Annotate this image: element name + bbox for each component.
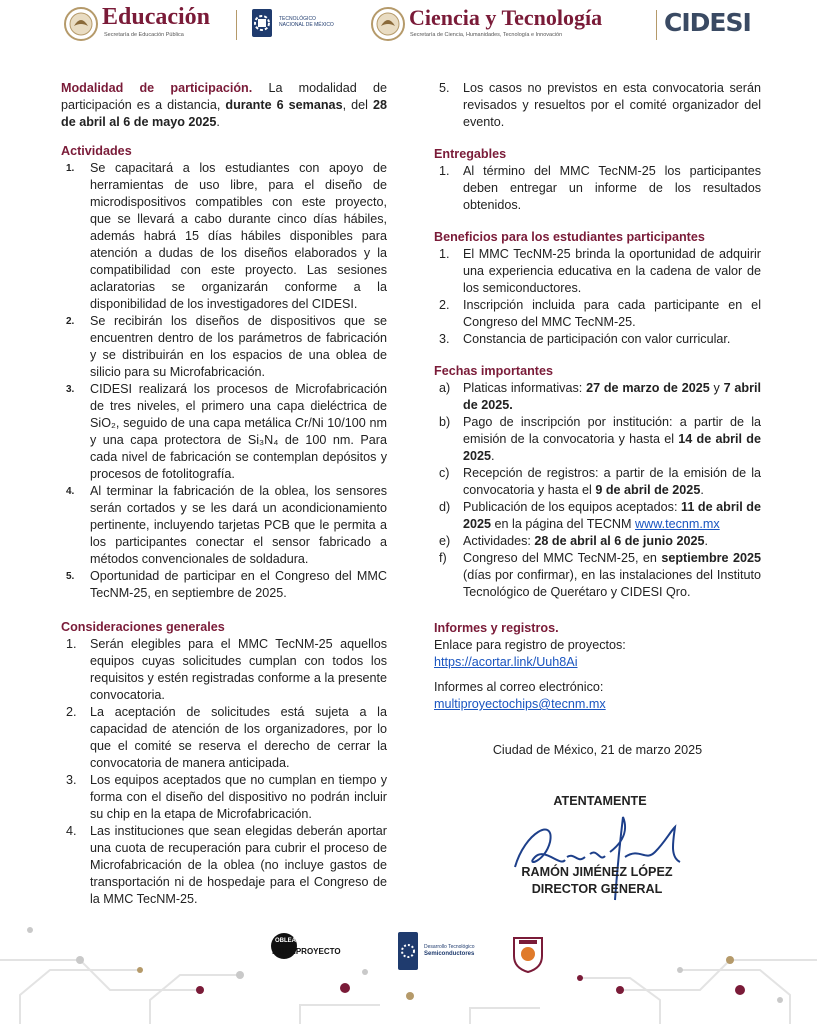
list-item bbox=[434, 499, 761, 533]
list-letter: d) bbox=[439, 500, 451, 514]
eagle-seal-icon bbox=[64, 6, 98, 42]
date-text: 27 de marzo de 2025 bbox=[586, 381, 710, 395]
list-number: 1. bbox=[439, 247, 450, 261]
sep-title: Educación bbox=[102, 4, 211, 30]
list-item bbox=[434, 246, 761, 297]
atentamente: ATENTAMENTE bbox=[553, 794, 647, 808]
list-number: 4. bbox=[66, 486, 75, 497]
semiconductores-text bbox=[424, 944, 475, 958]
date-text: 14 de abril de 2025 bbox=[463, 432, 761, 463]
modalidad-duration: durante 6 semanas bbox=[225, 98, 343, 112]
list-letter: c) bbox=[439, 466, 450, 480]
list-item bbox=[434, 163, 761, 214]
list-number: 1. bbox=[66, 637, 77, 651]
list-text: Publicación de los equipos aceptados: bbox=[463, 500, 682, 514]
institute-shield-icon bbox=[511, 934, 545, 974]
oblea-bottom-text: MULTIPROYECTO bbox=[272, 947, 341, 956]
list-number: 2. bbox=[439, 298, 450, 312]
list-number: 1. bbox=[439, 164, 450, 178]
date-text: 11 de abril de 2025 bbox=[463, 500, 761, 531]
fechas-heading: Fechas importantes bbox=[434, 364, 553, 378]
modalidad-text: La modalidad de participación es a distancia, bbox=[61, 81, 388, 112]
list-item bbox=[61, 636, 387, 704]
enlace-label: Enlace para registro de proyectos: bbox=[434, 638, 626, 652]
tecnm-line1: TECNOLÓGICO bbox=[279, 16, 316, 22]
right-column bbox=[434, 80, 761, 759]
modalidad-dates: 28 de abril al 6 de mayo 2025 bbox=[61, 98, 387, 129]
list-item bbox=[434, 80, 761, 131]
beneficios-heading: Beneficios para los estudiantes participantes bbox=[434, 230, 705, 244]
semic-line1: Desarrollo Tecnológico bbox=[424, 944, 475, 950]
semiconductores-logo-icon bbox=[396, 930, 420, 972]
list-text: . bbox=[491, 449, 495, 463]
modalidad-text: . bbox=[216, 115, 220, 129]
tecnm-text bbox=[279, 16, 334, 28]
list-number: 4. bbox=[66, 824, 77, 838]
oblea-logo bbox=[270, 932, 356, 960]
list-text: Platicas informativas: bbox=[463, 381, 587, 395]
list-number: 2. bbox=[66, 316, 75, 327]
list-text: Los equipos aceptados que no cumplan en tiempo y forma con el diseño del dispositivo no podrán incluir su chip en la etapa de Microfabricación. bbox=[90, 773, 387, 821]
list-item bbox=[434, 414, 761, 465]
list-item bbox=[434, 380, 761, 414]
cidesi-logo: CIDESI bbox=[664, 8, 751, 37]
date-text: 7 abril de 2025. bbox=[463, 381, 761, 412]
tecnm-logo-icon bbox=[249, 6, 275, 40]
modalidad-paragraph bbox=[61, 80, 387, 131]
list-item bbox=[61, 772, 387, 823]
list-text: Pago de inscripción por institución: a partir de la emisión de la convocatoria y hasta el bbox=[463, 415, 761, 446]
list-item bbox=[434, 297, 761, 331]
list-text: CIDESI realizará los procesos de Microfabricación de tres niveles, el primero una capa dieléctrica de SiO₂, seguido de una capa metálica Cr/Ni 10/100 nm y una capa protectora de Si₃N₄ de 100 nm. Para cada nivel de fabricación se contemplan depósitos y procesos de fotolitografía. bbox=[90, 382, 387, 481]
list-text: La aceptación de solicitudes está sujeta a la capacidad de atención de los organizadores, por lo que el comité se reserva el derecho de cerrar la convocatoria de manera anticipada. bbox=[90, 705, 387, 770]
oblea-top-text: OBLEA bbox=[275, 938, 296, 944]
consideraciones-list bbox=[61, 636, 387, 908]
date-text: 28 de abril al 6 de junio 2025 bbox=[534, 534, 705, 548]
actividades-heading: Actividades bbox=[61, 144, 132, 158]
signer-name: RAMÓN JIMÉNEZ LÓPEZ bbox=[521, 865, 673, 879]
list-text: Oportunidad de participar en el Congreso del MMC TecNM-25, en septiembre de 2025. bbox=[90, 569, 387, 600]
list-text: y bbox=[709, 381, 724, 395]
signer-title: DIRECTOR GENERAL bbox=[531, 882, 663, 896]
list-text: . bbox=[700, 483, 704, 497]
registro-link[interactable]: https://acortar.link/Uuh8Ai bbox=[434, 655, 578, 669]
left-column bbox=[61, 80, 387, 908]
informes-heading: Informes y registros. bbox=[434, 621, 559, 635]
list-number: 5. bbox=[66, 571, 75, 582]
list-text: en la página del TECNM bbox=[491, 517, 636, 531]
list-item bbox=[61, 313, 387, 381]
list-number: 3. bbox=[66, 384, 75, 395]
consideraciones-continued bbox=[434, 80, 761, 131]
email-link[interactable]: multiproyectochips@tecnm.mx bbox=[434, 697, 606, 711]
sep-subtitle: Secretaría de Educación Pública bbox=[104, 32, 184, 38]
list-item bbox=[434, 533, 761, 550]
eagle-seal-icon bbox=[371, 6, 405, 42]
beneficios-list bbox=[434, 246, 761, 348]
list-text: Al terminar la fabricación de la oblea, los sensores serán cortados y se les dará un acondicionamiento pertinente, incluyendo tarjetas PCB que le permita a los participantes conectar el sensor fabricado a métodos convencionales de soldadura. bbox=[90, 484, 387, 566]
consideraciones-heading: Consideraciones generales bbox=[61, 620, 225, 634]
entregables-heading: Entregables bbox=[434, 147, 507, 161]
list-item bbox=[434, 550, 761, 601]
list-text: Inscripción incluida para cada participante en el Congreso del MMC TecNM-25. bbox=[463, 298, 761, 329]
correo-label: Informes al correo electrónico: bbox=[434, 680, 604, 694]
list-text: Se recibirán los diseños de dispositivos que se encuentren dentro de los parámetros de fabricación y se distribuirán en los espacios de una oblea de silicio para su Microfabricación. bbox=[90, 314, 387, 379]
date-text: septiembre 2025 bbox=[661, 551, 761, 565]
list-text: Al término del MMC TecNM-25 los participantes deben entregar un informe de los resultados obtenidos. bbox=[463, 164, 761, 212]
header bbox=[0, 0, 817, 50]
modalidad-text: , del bbox=[342, 98, 373, 112]
list-text: Serán elegibles para el MMC TecNM-25 aquellos equipos cuyas solicitudes cumplan con todos los requisitos y estén registradas conforme a la presente convocatoria. bbox=[90, 637, 387, 702]
list-text: Constancia de participación con valor curricular. bbox=[463, 332, 731, 346]
list-number: 3. bbox=[439, 332, 450, 346]
list-item bbox=[61, 483, 387, 568]
fechas-list bbox=[434, 380, 761, 601]
semic-line2: Semiconductores bbox=[424, 951, 475, 957]
list-text: Los casos no previstos en esta convocatoria serán revisados y resueltos por el comité organizador del evento. bbox=[463, 81, 761, 129]
list-letter: a) bbox=[439, 381, 451, 395]
list-letter: f) bbox=[439, 551, 447, 565]
list-text: Se capacitará a los estudiantes con apoyo de herramientas de uso libre, para el diseño de microdispositivos compatibles con este proyecto, que se llevará a cabo durante cinco días hábiles, además habrá 15 días hábiles disponibles para atención a dudas de los diseños elaborados y la compatibilidad con este proyecto. Las sesiones aclaratorias se organizarán conforme a la disponibilidad de los investigadores del CIDESI. bbox=[90, 161, 387, 311]
modalidad-label: Modalidad de participación. bbox=[61, 81, 253, 95]
list-item bbox=[434, 465, 761, 499]
list-text: Las instituciones que sean elegidas deberán aportar una cuota de recuperación para cubrir el proceso de Microfabricación de la oblea (no incluye gastos de transportación ni de hospedaje para el Congreso de la MMC TecNM-25. bbox=[90, 824, 387, 906]
list-number: 1. bbox=[66, 163, 75, 174]
place-date: Ciudad de México, 21 de marzo 2025 bbox=[492, 743, 703, 757]
list-item bbox=[61, 381, 387, 483]
actividades-list bbox=[61, 160, 387, 602]
list-letter: e) bbox=[439, 534, 451, 548]
tecnm-link[interactable]: www.tecnm.mx bbox=[635, 517, 720, 531]
entregables-list bbox=[434, 163, 761, 214]
list-text: El MMC TecNM-25 brinda la oportunidad de adquirir una experiencia educativa en la cadena de valor de los semiconductores. bbox=[463, 247, 761, 295]
list-number: 2. bbox=[66, 705, 77, 719]
list-text: Congreso del MMC TecNM-25, en bbox=[463, 551, 662, 565]
list-text: . bbox=[704, 534, 708, 548]
divider bbox=[656, 10, 657, 40]
list-text: (días por confirmar), en las instalaciones del Instituto Tecnológico de Querétaro y CIDESI Qro. bbox=[463, 568, 761, 599]
date-text: 9 de abril de 2025 bbox=[595, 483, 701, 497]
list-item bbox=[61, 704, 387, 772]
list-text: Actividades: bbox=[463, 534, 535, 548]
list-item bbox=[61, 160, 387, 313]
secihti-title: Ciencia y Tecnología bbox=[409, 5, 603, 30]
secihti-subtitle: Secretaría de Ciencia, Humanidades, Tecnología e Innovación bbox=[410, 32, 563, 38]
list-item bbox=[434, 331, 761, 348]
list-item bbox=[61, 823, 387, 908]
tecnm-line2: NACIONAL DE MÉXICO bbox=[279, 22, 334, 28]
list-text: Recepción de registros: a partir de la emisión de la convocatoria y hasta el bbox=[463, 466, 761, 497]
list-number: 5. bbox=[439, 81, 450, 95]
divider bbox=[236, 10, 237, 40]
list-number: 3. bbox=[66, 773, 77, 787]
list-letter: b) bbox=[439, 415, 451, 429]
list-item bbox=[61, 568, 387, 602]
